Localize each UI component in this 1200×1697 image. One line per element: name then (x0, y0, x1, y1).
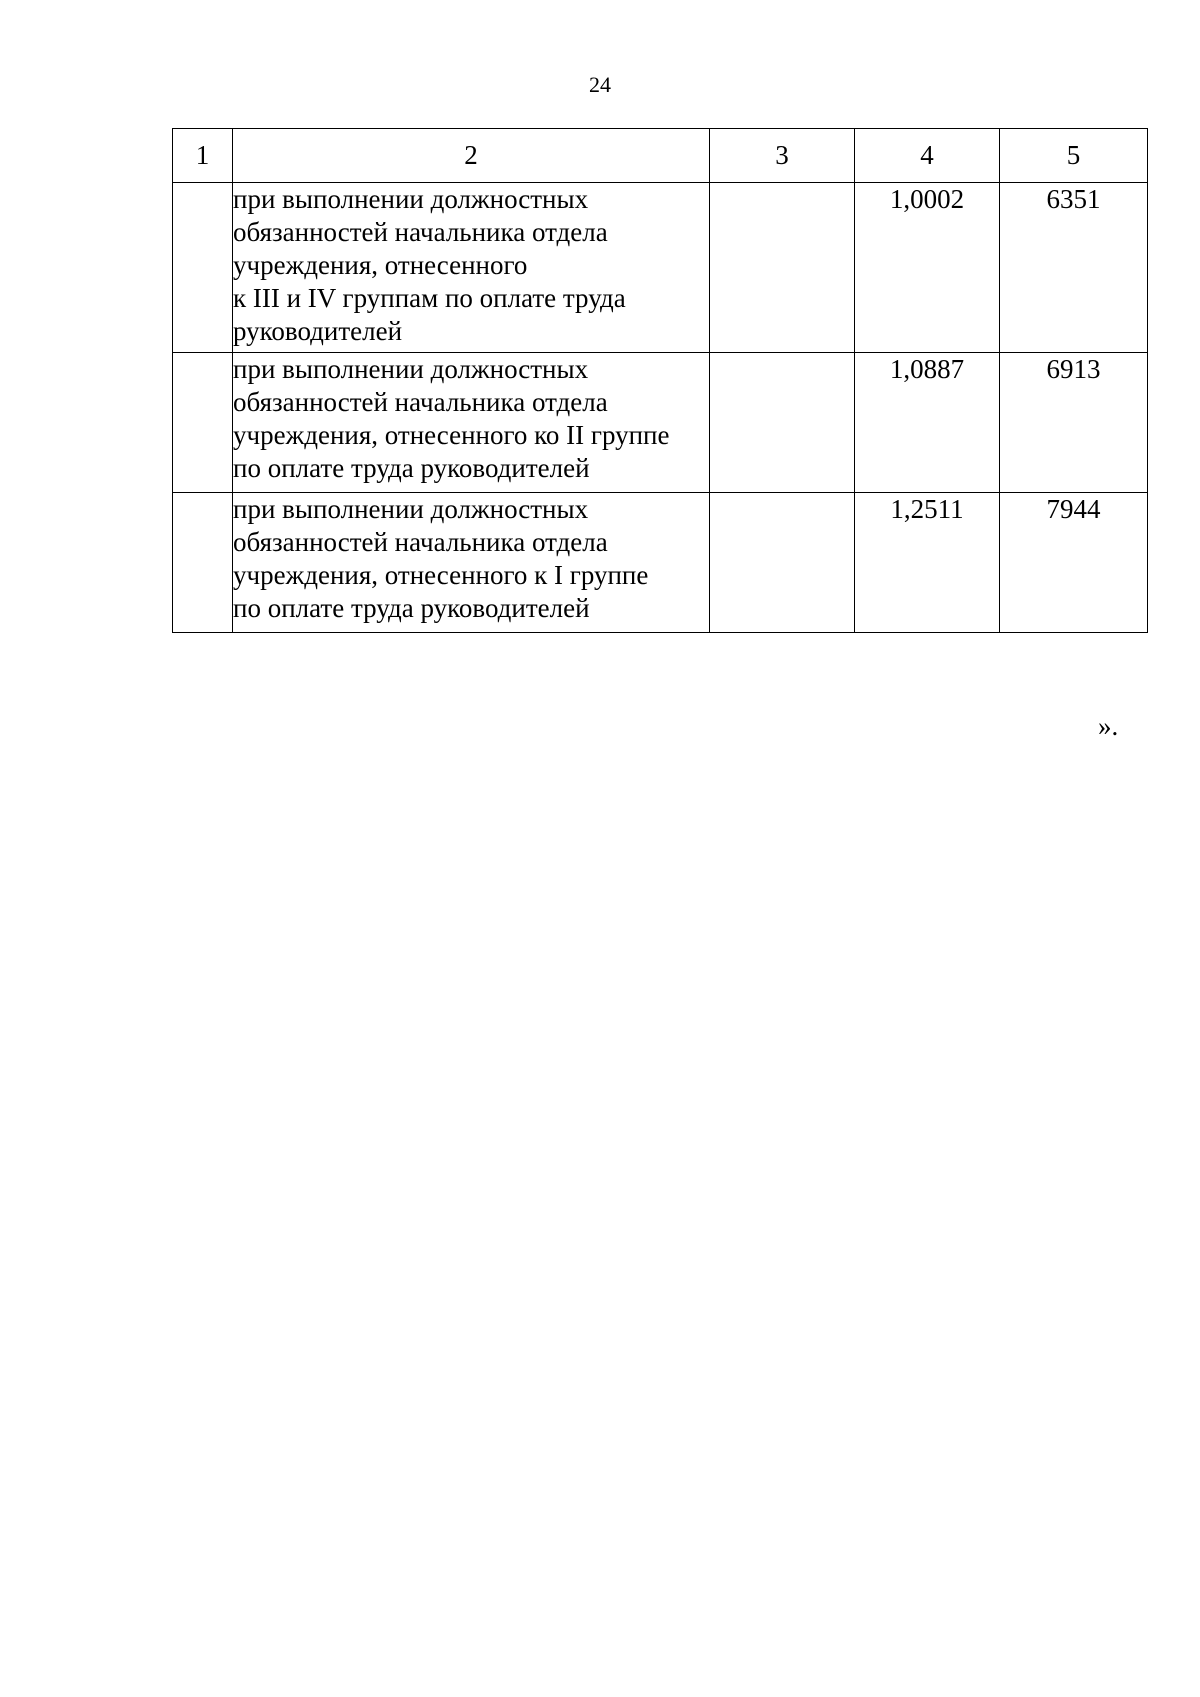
closing-quote-mark: ». (1098, 711, 1119, 741)
header-cell-1: 1 (173, 129, 233, 183)
row-col3-cell (710, 493, 855, 633)
row-description-cell (233, 353, 710, 493)
header-cell-5: 5 (1000, 129, 1148, 183)
description-line: при выполнении должностных (233, 354, 589, 384)
row-coefficient-cell: 1,0887 (855, 353, 1000, 493)
header-cell-2: 2 (233, 129, 710, 183)
row-amount-cell: 7944 (1000, 493, 1148, 633)
table-header-row (173, 129, 1148, 183)
description-line: руководителей (233, 316, 403, 346)
description-line: учреждения, отнесенного ко II группе (233, 420, 670, 450)
description-line: по оплате труда руководителей (233, 453, 590, 483)
description-line: обязанностей начальника отдела (233, 527, 608, 557)
description-line: к III и IV группам по оплате труда (233, 283, 626, 313)
description-line: при выполнении должностных (233, 494, 589, 524)
table-row (173, 353, 1148, 493)
row-description-cell (233, 183, 710, 353)
row-col1-cell (173, 493, 233, 633)
row-col1-cell (173, 353, 233, 493)
row-description-cell (233, 493, 710, 633)
row-col3-cell (710, 353, 855, 493)
row-col3-cell (710, 183, 855, 353)
table-row (173, 183, 1148, 353)
row-coefficient-cell: 1,2511 (855, 493, 1000, 633)
header-cell-3: 3 (710, 129, 855, 183)
data-table (172, 128, 1148, 633)
row-amount-cell: 6351 (1000, 183, 1148, 353)
description-line: при выполнении должностных (233, 184, 589, 214)
page-number: 24 (589, 72, 611, 97)
table-row (173, 493, 1148, 633)
row-amount-cell: 6913 (1000, 353, 1148, 493)
row-coefficient-cell: 1,0002 (855, 183, 1000, 353)
header-cell-4: 4 (855, 129, 1000, 183)
description-line: обязанностей начальника отдела (233, 217, 608, 247)
description-line: учреждения, отнесенного (233, 250, 528, 280)
description-line: обязанностей начальника отдела (233, 387, 608, 417)
row-col1-cell (173, 183, 233, 353)
description-line: учреждения, отнесенного к I группе (233, 560, 649, 590)
description-line: по оплате труда руководителей (233, 593, 590, 623)
